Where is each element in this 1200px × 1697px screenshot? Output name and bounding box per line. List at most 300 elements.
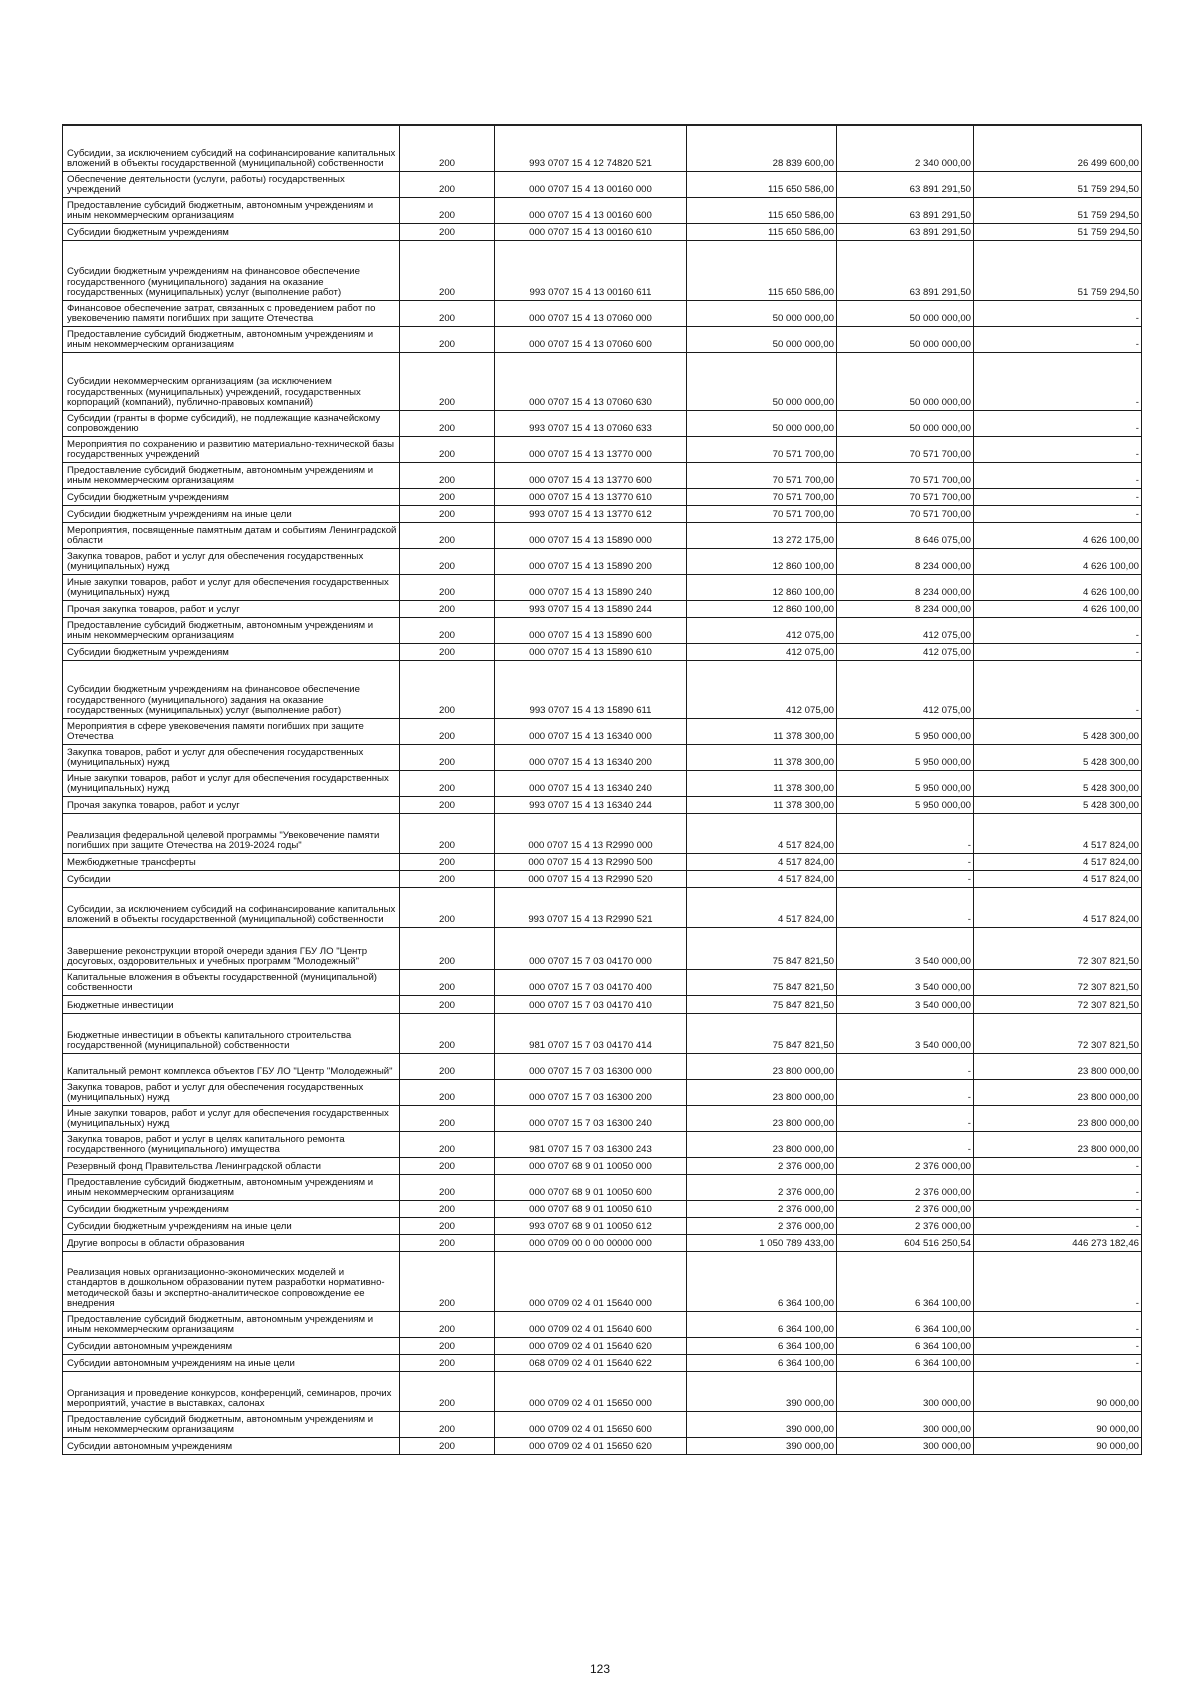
row-classification-cell: 000 0709 00 0 00 00000 000 xyxy=(495,1234,687,1251)
row-approved-amount-cell: 6 364 100,00 xyxy=(687,1311,837,1337)
row-name-cell: Капитальный ремонт комплекса объектов ГБУ ЛО "Центр "Молодежный" xyxy=(63,1053,400,1079)
row-unexecuted-amount-cell: - xyxy=(974,1337,1142,1354)
row-code-cell: 200 xyxy=(400,600,495,617)
table-row xyxy=(63,522,1142,548)
row-executed-amount-cell: 63 891 291,50 xyxy=(837,171,974,197)
row-unexecuted-amount-cell: 5 428 300,00 xyxy=(974,770,1142,796)
row-name-cell: Субсидии xyxy=(63,870,400,887)
row-code-cell: 200 xyxy=(400,1251,495,1311)
row-code-cell: 200 xyxy=(400,813,495,853)
row-code-cell: 200 xyxy=(400,995,495,1013)
row-name-cell: Другие вопросы в области образования xyxy=(63,1234,400,1251)
row-name-cell: Прочая закупка товаров, работ и услуг xyxy=(63,796,400,813)
row-classification-cell: 993 0707 15 4 13 07060 633 xyxy=(495,410,687,436)
row-unexecuted-amount-cell: 446 273 182,46 xyxy=(974,1234,1142,1251)
row-executed-amount-cell: 8 646 075,00 xyxy=(837,522,974,548)
row-unexecuted-amount-cell: 4 517 824,00 xyxy=(974,887,1142,927)
row-approved-amount-cell: 50 000 000,00 xyxy=(687,326,837,352)
row-unexecuted-amount-cell: 4 626 100,00 xyxy=(974,574,1142,600)
row-executed-amount-cell: 2 340 000,00 xyxy=(837,125,974,171)
row-approved-amount-cell: 75 847 821,50 xyxy=(687,969,837,995)
row-code-cell: 200 xyxy=(400,488,495,505)
table-row xyxy=(63,813,1142,853)
table-row xyxy=(63,505,1142,522)
row-executed-amount-cell: 3 540 000,00 xyxy=(837,969,974,995)
row-approved-amount-cell: 50 000 000,00 xyxy=(687,300,837,326)
row-approved-amount-cell: 2 376 000,00 xyxy=(687,1200,837,1217)
row-executed-amount-cell: 70 571 700,00 xyxy=(837,436,974,462)
row-name-cell: Предоставление субсидий бюджетным, автономным учреждениям и иным некоммерческим организациям xyxy=(63,1311,400,1337)
row-unexecuted-amount-cell: 4 626 100,00 xyxy=(974,548,1142,574)
table-row xyxy=(63,1105,1142,1131)
row-name-cell: Межбюджетные трансферты xyxy=(63,853,400,870)
row-executed-amount-cell: 300 000,00 xyxy=(837,1371,974,1411)
table-row xyxy=(63,1437,1142,1454)
row-name-cell: Закупка товаров, работ и услуг для обеспечения государственных (муниципальных) нужд xyxy=(63,548,400,574)
row-classification-cell: 993 0707 15 4 13 13770 612 xyxy=(495,505,687,522)
row-classification-cell: 000 0709 02 4 01 15640 620 xyxy=(495,1337,687,1354)
row-classification-cell: 993 0707 68 9 01 10050 612 xyxy=(495,1217,687,1234)
row-unexecuted-amount-cell: 26 499 600,00 xyxy=(974,125,1142,171)
row-executed-amount-cell: 5 950 000,00 xyxy=(837,744,974,770)
row-classification-cell: 000 0709 02 4 01 15650 600 xyxy=(495,1411,687,1437)
row-code-cell: 200 xyxy=(400,223,495,240)
row-executed-amount-cell: - xyxy=(837,813,974,853)
row-approved-amount-cell: 2 376 000,00 xyxy=(687,1217,837,1234)
row-classification-cell: 000 0707 15 7 03 16300 000 xyxy=(495,1053,687,1079)
row-executed-amount-cell: 50 000 000,00 xyxy=(837,300,974,326)
row-code-cell: 200 xyxy=(400,171,495,197)
row-code-cell: 200 xyxy=(400,927,495,969)
row-unexecuted-amount-cell: 5 428 300,00 xyxy=(974,796,1142,813)
table-row xyxy=(63,1053,1142,1079)
row-classification-cell: 993 0707 15 4 13 R2990 521 xyxy=(495,887,687,927)
table-row xyxy=(63,436,1142,462)
row-name-cell: Прочая закупка товаров, работ и услуг xyxy=(63,600,400,617)
row-approved-amount-cell: 390 000,00 xyxy=(687,1371,837,1411)
row-classification-cell: 993 0707 15 4 12 74820 521 xyxy=(495,125,687,171)
table-row xyxy=(63,574,1142,600)
row-name-cell: Обеспечение деятельности (услуги, работы) государственных учреждений xyxy=(63,171,400,197)
row-executed-amount-cell: - xyxy=(837,1053,974,1079)
table-row xyxy=(63,1079,1142,1105)
row-name-cell: Мероприятия по сохранению и развитию материально-технической базы государственных учреждений xyxy=(63,436,400,462)
row-approved-amount-cell: 75 847 821,50 xyxy=(687,927,837,969)
row-approved-amount-cell: 12 860 100,00 xyxy=(687,600,837,617)
row-unexecuted-amount-cell: - xyxy=(974,1200,1142,1217)
row-code-cell: 200 xyxy=(400,436,495,462)
row-code-cell: 200 xyxy=(400,1437,495,1454)
row-classification-cell: 993 0707 15 4 13 16340 244 xyxy=(495,796,687,813)
row-classification-cell: 000 0707 15 4 13 R2990 000 xyxy=(495,813,687,853)
row-classification-cell: 000 0709 02 4 01 15650 620 xyxy=(495,1437,687,1454)
row-name-cell: Реализация федеральной целевой программы "Увековечение памяти погибших при защите Отечества на 2019-2024 годы" xyxy=(63,813,400,853)
row-code-cell: 200 xyxy=(400,969,495,995)
table-row xyxy=(63,1371,1142,1411)
table-row xyxy=(63,1217,1142,1234)
row-approved-amount-cell: 50 000 000,00 xyxy=(687,410,837,436)
row-classification-cell: 000 0707 15 4 13 R2990 500 xyxy=(495,853,687,870)
row-executed-amount-cell: 3 540 000,00 xyxy=(837,1013,974,1053)
row-name-cell: Предоставление субсидий бюджетным, автономным учреждениям и иным некоммерческим организациям xyxy=(63,1174,400,1200)
table-row xyxy=(63,1013,1142,1053)
row-name-cell: Капитальные вложения в объекты государственной (муниципальной) собственности xyxy=(63,969,400,995)
row-approved-amount-cell: 4 517 824,00 xyxy=(687,870,837,887)
budget-table xyxy=(62,124,1142,1455)
row-approved-amount-cell: 115 650 586,00 xyxy=(687,171,837,197)
row-approved-amount-cell: 12 860 100,00 xyxy=(687,548,837,574)
row-classification-cell: 000 0707 15 4 13 15890 200 xyxy=(495,548,687,574)
row-classification-cell: 000 0707 15 7 03 04170 410 xyxy=(495,995,687,1013)
row-code-cell: 200 xyxy=(400,240,495,300)
row-executed-amount-cell: 70 571 700,00 xyxy=(837,488,974,505)
row-code-cell: 200 xyxy=(400,1354,495,1371)
row-unexecuted-amount-cell: - xyxy=(974,1354,1142,1371)
row-approved-amount-cell: 11 378 300,00 xyxy=(687,796,837,813)
table-row xyxy=(63,853,1142,870)
row-unexecuted-amount-cell: 51 759 294,50 xyxy=(974,240,1142,300)
row-executed-amount-cell: 6 364 100,00 xyxy=(837,1337,974,1354)
row-unexecuted-amount-cell: - xyxy=(974,1174,1142,1200)
row-name-cell: Субсидии бюджетным учреждениям на финансовое обеспечение государственного (муниципального) задания на оказание государственных (муниципальных) услуг (выполнение работ) xyxy=(63,660,400,718)
row-classification-cell: 000 0707 15 4 13 13770 600 xyxy=(495,462,687,488)
row-name-cell: Мероприятия, посвященные памятным датам и событиям Ленинградской области xyxy=(63,522,400,548)
row-name-cell: Субсидии некоммерческим организациям (за исключением государственных (муниципальных) учреждений, государственных корпораций (компаний), публично-правовых компаний) xyxy=(63,352,400,410)
row-approved-amount-cell: 12 860 100,00 xyxy=(687,574,837,600)
row-name-cell: Закупка товаров, работ и услуг для обеспечения государственных (муниципальных) нужд xyxy=(63,744,400,770)
row-approved-amount-cell: 75 847 821,50 xyxy=(687,995,837,1013)
row-code-cell: 200 xyxy=(400,1217,495,1234)
row-executed-amount-cell: - xyxy=(837,1079,974,1105)
row-approved-amount-cell: 28 839 600,00 xyxy=(687,125,837,171)
row-executed-amount-cell: 412 075,00 xyxy=(837,617,974,643)
row-classification-cell: 000 0707 15 4 13 16340 000 xyxy=(495,718,687,744)
row-name-cell: Закупка товаров, работ и услуг в целях капитального ремонта государственного (муниципального) имущества xyxy=(63,1131,400,1157)
table-row xyxy=(63,1354,1142,1371)
row-name-cell: Субсидии бюджетным учреждениям xyxy=(63,1200,400,1217)
table-row xyxy=(63,300,1142,326)
row-approved-amount-cell: 4 517 824,00 xyxy=(687,853,837,870)
row-executed-amount-cell: 8 234 000,00 xyxy=(837,548,974,574)
row-unexecuted-amount-cell: 23 800 000,00 xyxy=(974,1079,1142,1105)
row-classification-cell: 000 0707 15 4 13 07060 630 xyxy=(495,352,687,410)
table-row xyxy=(63,1200,1142,1217)
table-row xyxy=(63,617,1142,643)
row-executed-amount-cell: 50 000 000,00 xyxy=(837,326,974,352)
budget-table-body xyxy=(63,125,1142,1454)
row-name-cell: Субсидии бюджетным учреждениям на иные цели xyxy=(63,505,400,522)
row-code-cell: 200 xyxy=(400,300,495,326)
table-row xyxy=(63,887,1142,927)
row-approved-amount-cell: 70 571 700,00 xyxy=(687,436,837,462)
row-executed-amount-cell: 70 571 700,00 xyxy=(837,505,974,522)
table-row xyxy=(63,197,1142,223)
row-executed-amount-cell: 2 376 000,00 xyxy=(837,1217,974,1234)
row-approved-amount-cell: 412 075,00 xyxy=(687,643,837,660)
table-row xyxy=(63,643,1142,660)
row-classification-cell: 993 0707 15 4 13 15890 611 xyxy=(495,660,687,718)
row-code-cell: 200 xyxy=(400,1013,495,1053)
table-row xyxy=(63,223,1142,240)
row-classification-cell: 000 0707 15 7 03 04170 400 xyxy=(495,969,687,995)
row-approved-amount-cell: 115 650 586,00 xyxy=(687,223,837,240)
row-code-cell: 200 xyxy=(400,505,495,522)
table-row xyxy=(63,326,1142,352)
table-row xyxy=(63,660,1142,718)
table-row xyxy=(63,1157,1142,1174)
row-approved-amount-cell: 115 650 586,00 xyxy=(687,197,837,223)
table-row xyxy=(63,1131,1142,1157)
row-executed-amount-cell: 8 234 000,00 xyxy=(837,600,974,617)
row-executed-amount-cell: 5 950 000,00 xyxy=(837,796,974,813)
row-unexecuted-amount-cell: 5 428 300,00 xyxy=(974,718,1142,744)
row-executed-amount-cell: 50 000 000,00 xyxy=(837,410,974,436)
row-classification-cell: 000 0707 15 4 13 00160 000 xyxy=(495,171,687,197)
row-code-cell: 200 xyxy=(400,1131,495,1157)
table-row xyxy=(63,1234,1142,1251)
row-unexecuted-amount-cell: 51 759 294,50 xyxy=(974,197,1142,223)
table-row xyxy=(63,410,1142,436)
row-name-cell: Бюджетные инвестиции xyxy=(63,995,400,1013)
table-row xyxy=(63,927,1142,969)
row-name-cell: Субсидии бюджетным учреждениям xyxy=(63,488,400,505)
row-unexecuted-amount-cell: 72 307 821,50 xyxy=(974,995,1142,1013)
table-row xyxy=(63,718,1142,744)
row-code-cell: 200 xyxy=(400,1311,495,1337)
row-code-cell: 200 xyxy=(400,1371,495,1411)
row-classification-cell: 000 0707 15 4 13 07060 000 xyxy=(495,300,687,326)
row-approved-amount-cell: 70 571 700,00 xyxy=(687,488,837,505)
row-classification-cell: 000 0707 15 7 03 04170 000 xyxy=(495,927,687,969)
table-row xyxy=(63,171,1142,197)
table-row xyxy=(63,770,1142,796)
row-name-cell: Предоставление субсидий бюджетным, автономным учреждениям и иным некоммерческим организациям xyxy=(63,617,400,643)
row-name-cell: Субсидии бюджетным учреждениям на иные цели xyxy=(63,1217,400,1234)
row-name-cell: Субсидии автономным учреждениям xyxy=(63,1337,400,1354)
row-name-cell: Закупка товаров, работ и услуг для обеспечения государственных (муниципальных) нужд xyxy=(63,1079,400,1105)
table-row xyxy=(63,1174,1142,1200)
row-classification-cell: 000 0707 15 7 03 16300 200 xyxy=(495,1079,687,1105)
table-row xyxy=(63,870,1142,887)
row-name-cell: Завершение реконструкции второй очереди здания ГБУ ЛО "Центр досуговых, оздоровительных и учебных программ "Молодежный" xyxy=(63,927,400,969)
row-name-cell: Организация и проведение конкурсов, конференций, семинаров, прочих мероприятий, участие в выставках, салонах xyxy=(63,1371,400,1411)
row-executed-amount-cell: - xyxy=(837,1131,974,1157)
row-executed-amount-cell: 8 234 000,00 xyxy=(837,574,974,600)
row-code-cell: 200 xyxy=(400,197,495,223)
table-row xyxy=(63,796,1142,813)
row-executed-amount-cell: 300 000,00 xyxy=(837,1437,974,1454)
row-unexecuted-amount-cell: 90 000,00 xyxy=(974,1411,1142,1437)
row-classification-cell: 000 0707 15 4 13 13770 610 xyxy=(495,488,687,505)
row-name-cell: Субсидии автономным учреждениям на иные цели xyxy=(63,1354,400,1371)
row-unexecuted-amount-cell: 23 800 000,00 xyxy=(974,1131,1142,1157)
row-classification-cell: 000 0707 15 4 13 15890 000 xyxy=(495,522,687,548)
row-approved-amount-cell: 11 378 300,00 xyxy=(687,718,837,744)
row-code-cell: 200 xyxy=(400,1411,495,1437)
table-row xyxy=(63,125,1142,171)
row-unexecuted-amount-cell: - xyxy=(974,300,1142,326)
row-code-cell: 200 xyxy=(400,462,495,488)
row-unexecuted-amount-cell: 5 428 300,00 xyxy=(974,744,1142,770)
row-executed-amount-cell: - xyxy=(837,870,974,887)
row-classification-cell: 000 0707 15 4 13 16340 240 xyxy=(495,770,687,796)
row-approved-amount-cell: 1 050 789 433,00 xyxy=(687,1234,837,1251)
row-executed-amount-cell: - xyxy=(837,853,974,870)
row-approved-amount-cell: 6 364 100,00 xyxy=(687,1337,837,1354)
row-classification-cell: 000 0707 15 4 13 16340 200 xyxy=(495,744,687,770)
row-code-cell: 200 xyxy=(400,643,495,660)
row-executed-amount-cell: 5 950 000,00 xyxy=(837,718,974,744)
row-executed-amount-cell: - xyxy=(837,1105,974,1131)
row-executed-amount-cell: 6 364 100,00 xyxy=(837,1251,974,1311)
row-approved-amount-cell: 11 378 300,00 xyxy=(687,770,837,796)
row-code-cell: 200 xyxy=(400,617,495,643)
row-approved-amount-cell: 23 800 000,00 xyxy=(687,1105,837,1131)
row-code-cell: 200 xyxy=(400,326,495,352)
row-name-cell: Субсидии бюджетным учреждениям на финансовое обеспечение государственного (муниципального) задания на оказание государственных (муниципальных) услуг (выполнение работ) xyxy=(63,240,400,300)
row-executed-amount-cell: 63 891 291,50 xyxy=(837,223,974,240)
row-name-cell: Резервный фонд Правительства Ленинградской области xyxy=(63,1157,400,1174)
row-approved-amount-cell: 2 376 000,00 xyxy=(687,1157,837,1174)
row-classification-cell: 000 0707 68 9 01 10050 000 xyxy=(495,1157,687,1174)
row-executed-amount-cell: 412 075,00 xyxy=(837,643,974,660)
row-approved-amount-cell: 11 378 300,00 xyxy=(687,744,837,770)
row-executed-amount-cell: 6 364 100,00 xyxy=(837,1354,974,1371)
row-code-cell: 200 xyxy=(400,770,495,796)
row-unexecuted-amount-cell: - xyxy=(974,436,1142,462)
row-name-cell: Финансовое обеспечение затрат, связанных с проведением работ по увековечению памяти погибших при защите Отечества xyxy=(63,300,400,326)
row-unexecuted-amount-cell: 51 759 294,50 xyxy=(974,171,1142,197)
row-classification-cell: 981 0707 15 7 03 16300 243 xyxy=(495,1131,687,1157)
row-approved-amount-cell: 23 800 000,00 xyxy=(687,1079,837,1105)
row-executed-amount-cell: 2 376 000,00 xyxy=(837,1157,974,1174)
row-code-cell: 200 xyxy=(400,1157,495,1174)
row-unexecuted-amount-cell: - xyxy=(974,1157,1142,1174)
row-unexecuted-amount-cell: - xyxy=(974,505,1142,522)
row-code-cell: 200 xyxy=(400,1105,495,1131)
row-classification-cell: 000 0707 15 4 13 00160 610 xyxy=(495,223,687,240)
row-approved-amount-cell: 412 075,00 xyxy=(687,617,837,643)
row-classification-cell: 000 0707 15 4 13 07060 600 xyxy=(495,326,687,352)
row-classification-cell: 981 0707 15 7 03 04170 414 xyxy=(495,1013,687,1053)
row-classification-cell: 068 0709 02 4 01 15640 622 xyxy=(495,1354,687,1371)
row-unexecuted-amount-cell: - xyxy=(974,462,1142,488)
row-approved-amount-cell: 23 800 000,00 xyxy=(687,1053,837,1079)
row-unexecuted-amount-cell: 23 800 000,00 xyxy=(974,1105,1142,1131)
row-executed-amount-cell: 2 376 000,00 xyxy=(837,1174,974,1200)
row-executed-amount-cell: 2 376 000,00 xyxy=(837,1200,974,1217)
page-number: 123 xyxy=(589,1662,611,1676)
row-executed-amount-cell: 3 540 000,00 xyxy=(837,995,974,1013)
row-code-cell: 200 xyxy=(400,887,495,927)
row-unexecuted-amount-cell: - xyxy=(974,1311,1142,1337)
row-classification-cell: 000 0707 15 7 03 16300 240 xyxy=(495,1105,687,1131)
table-row xyxy=(63,548,1142,574)
row-classification-cell: 000 0707 15 4 13 15890 240 xyxy=(495,574,687,600)
row-executed-amount-cell: 70 571 700,00 xyxy=(837,462,974,488)
row-code-cell: 200 xyxy=(400,522,495,548)
row-approved-amount-cell: 13 272 175,00 xyxy=(687,522,837,548)
row-classification-cell: 993 0707 15 4 13 15890 244 xyxy=(495,600,687,617)
row-name-cell: Бюджетные инвестиции в объекты капитального строительства государственной (муниципальной) собственности xyxy=(63,1013,400,1053)
row-unexecuted-amount-cell: - xyxy=(974,660,1142,718)
row-name-cell: Предоставление субсидий бюджетным, автономным учреждениям и иным некоммерческим организациям xyxy=(63,326,400,352)
row-code-cell: 200 xyxy=(400,1079,495,1105)
table-row xyxy=(63,488,1142,505)
row-name-cell: Иные закупки товаров, работ и услуг для обеспечения государственных (муниципальных) нужд xyxy=(63,1105,400,1131)
row-executed-amount-cell: 3 540 000,00 xyxy=(837,927,974,969)
row-approved-amount-cell: 70 571 700,00 xyxy=(687,462,837,488)
row-name-cell: Субсидии, за исключением субсидий на софинансирование капитальных вложений в объекты государственной (муниципальной) собственности xyxy=(63,887,400,927)
table-row xyxy=(63,352,1142,410)
row-name-cell: Предоставление субсидий бюджетным, автономным учреждениям и иным некоммерческим организациям xyxy=(63,462,400,488)
row-unexecuted-amount-cell: - xyxy=(974,326,1142,352)
row-approved-amount-cell: 6 364 100,00 xyxy=(687,1354,837,1371)
row-code-cell: 200 xyxy=(400,352,495,410)
row-classification-cell: 000 0707 68 9 01 10050 610 xyxy=(495,1200,687,1217)
row-approved-amount-cell: 50 000 000,00 xyxy=(687,352,837,410)
row-unexecuted-amount-cell: 72 307 821,50 xyxy=(974,969,1142,995)
row-code-cell: 200 xyxy=(400,1337,495,1354)
row-approved-amount-cell: 4 517 824,00 xyxy=(687,887,837,927)
row-classification-cell: 000 0707 15 4 13 15890 610 xyxy=(495,643,687,660)
row-unexecuted-amount-cell: 4 517 824,00 xyxy=(974,870,1142,887)
row-classification-cell: 000 0707 15 4 13 R2990 520 xyxy=(495,870,687,887)
row-code-cell: 200 xyxy=(400,853,495,870)
row-unexecuted-amount-cell: 90 000,00 xyxy=(974,1437,1142,1454)
row-code-cell: 200 xyxy=(400,870,495,887)
row-approved-amount-cell: 390 000,00 xyxy=(687,1411,837,1437)
row-code-cell: 200 xyxy=(400,1053,495,1079)
row-executed-amount-cell: - xyxy=(837,887,974,927)
row-name-cell: Субсидии бюджетным учреждениям xyxy=(63,643,400,660)
row-approved-amount-cell: 6 364 100,00 xyxy=(687,1251,837,1311)
table-row xyxy=(63,1251,1142,1311)
row-name-cell: Реализация новых организационно-экономических моделей и стандартов в дошкольном образовании путем разработки нормативно-методической базы и экспертно-аналитическое сопровождение ее внедрения xyxy=(63,1251,400,1311)
table-row xyxy=(63,462,1142,488)
table-row xyxy=(63,1411,1142,1437)
table-row xyxy=(63,240,1142,300)
row-name-cell: Субсидии (гранты в форме субсидий), не подлежащие казначейскому сопровождению xyxy=(63,410,400,436)
row-approved-amount-cell: 4 517 824,00 xyxy=(687,813,837,853)
row-name-cell: Предоставление субсидий бюджетным, автономным учреждениям и иным некоммерческим организациям xyxy=(63,1411,400,1437)
row-unexecuted-amount-cell: 4 626 100,00 xyxy=(974,600,1142,617)
table-row xyxy=(63,600,1142,617)
row-name-cell: Субсидии бюджетным учреждениям xyxy=(63,223,400,240)
row-classification-cell: 000 0709 02 4 01 15640 000 xyxy=(495,1251,687,1311)
table-row xyxy=(63,1337,1142,1354)
row-code-cell: 200 xyxy=(400,410,495,436)
row-code-cell: 200 xyxy=(400,1174,495,1200)
row-unexecuted-amount-cell: 72 307 821,50 xyxy=(974,927,1142,969)
row-code-cell: 200 xyxy=(400,796,495,813)
row-name-cell: Предоставление субсидий бюджетным, автономным учреждениям и иным некоммерческим организациям xyxy=(63,197,400,223)
row-approved-amount-cell: 70 571 700,00 xyxy=(687,505,837,522)
row-executed-amount-cell: 604 516 250,54 xyxy=(837,1234,974,1251)
row-classification-cell: 000 0709 02 4 01 15650 000 xyxy=(495,1371,687,1411)
table-row xyxy=(63,969,1142,995)
row-executed-amount-cell: 6 364 100,00 xyxy=(837,1311,974,1337)
row-approved-amount-cell: 115 650 586,00 xyxy=(687,240,837,300)
row-unexecuted-amount-cell: - xyxy=(974,410,1142,436)
row-code-cell: 200 xyxy=(400,718,495,744)
row-unexecuted-amount-cell: 90 000,00 xyxy=(974,1371,1142,1411)
row-classification-cell: 000 0707 15 4 13 00160 600 xyxy=(495,197,687,223)
row-code-cell: 200 xyxy=(400,574,495,600)
row-unexecuted-amount-cell: 4 626 100,00 xyxy=(974,522,1142,548)
row-approved-amount-cell: 390 000,00 xyxy=(687,1437,837,1454)
row-name-cell: Иные закупки товаров, работ и услуг для обеспечения государственных (муниципальных) нужд xyxy=(63,770,400,796)
